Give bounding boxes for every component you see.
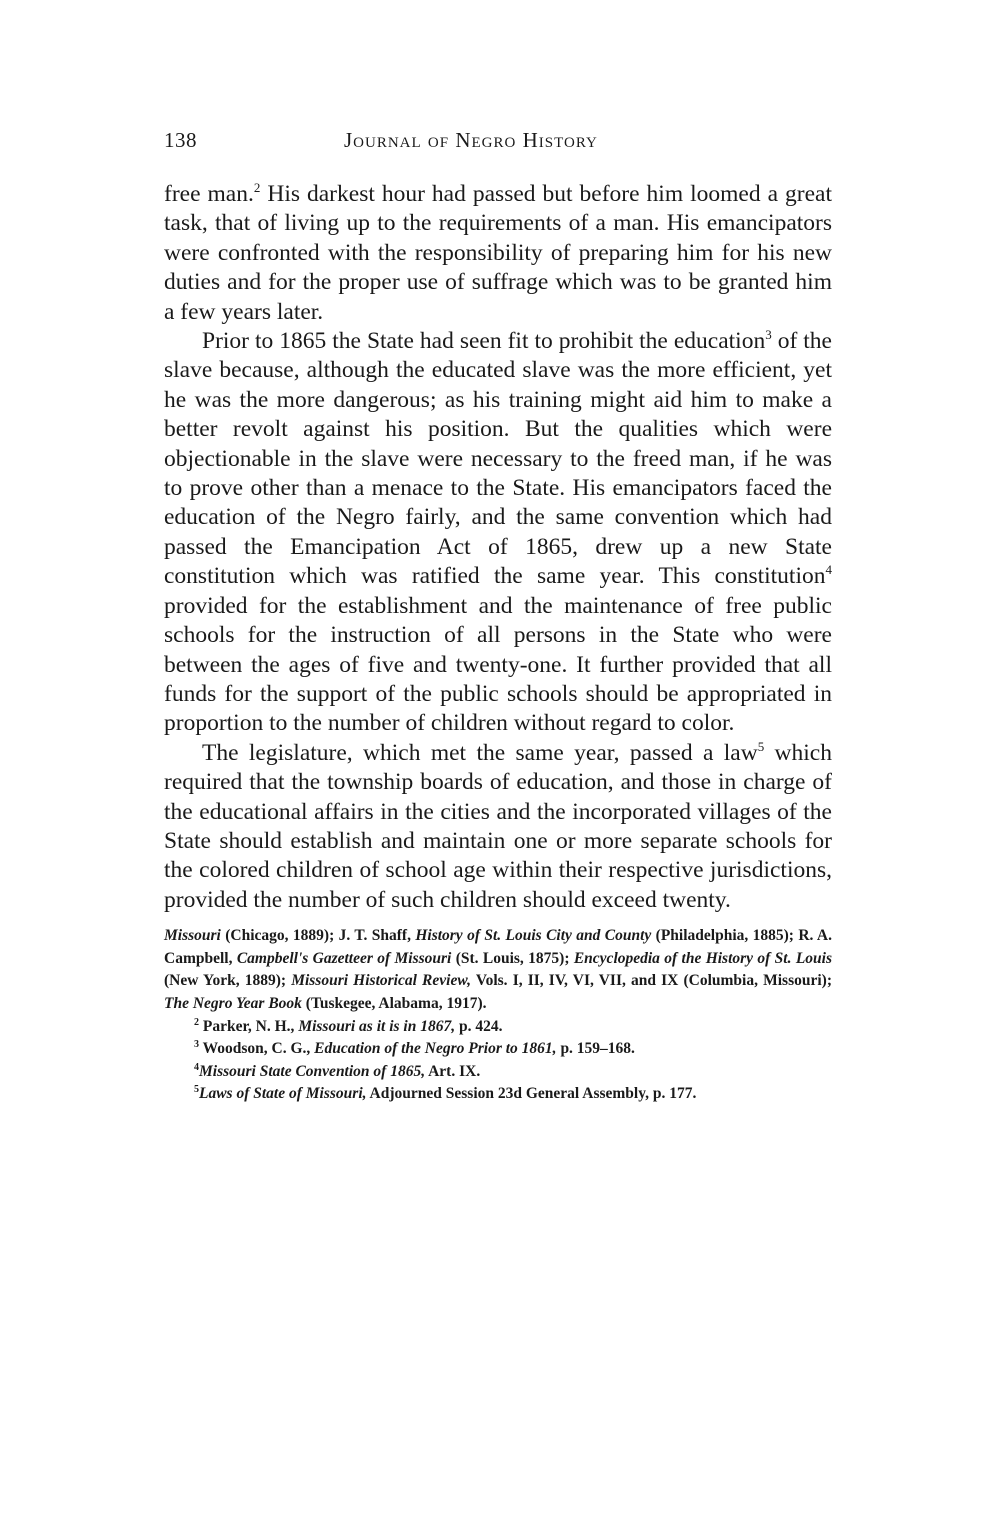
fn-text: (Tuskegee, Alabama, 1917). [301,994,487,1012]
paragraph-2-text-b: of the slave because, although the educated slave was the more efficient, yet he was the more dangerous; as his training might aid him to make a better revolt against his position. But the qualities which were objectionable in the slave were necessary to the freed man, if he was to prove other than a menace to the State. His emancipators faced the education of the Negro fairly, and the same convention which had passed the Emancipation Act of 1865, drew up a new State constitution which was ratified the same year. This constitution [164,328,832,590]
journal-title: Journal of Negro History [344,128,598,152]
fn-text: Parker, N. H., [199,1017,299,1035]
fn-text: p. 424. [455,1017,503,1035]
document-page [164,128,832,1106]
footnote-3 [164,1038,832,1061]
fn-text: Woodson, C. G., [199,1040,315,1058]
fn-title: Laws of State of Missouri, [199,1085,367,1103]
footnote-number: 3 [194,1039,199,1051]
paragraph-1-text-b: His darkest hour had passed but before him loomed a great task, that of living up to the requirements of a man. His emancipators were confronted with the responsibility of preparing him for his new duties and for the proper use of suffrage which was to be granted him a few years later. [164,181,832,325]
fn-title: Missouri as it is in 1867, [298,1017,456,1035]
fn-title: Missouri [164,927,221,945]
footnote-5 [164,1083,832,1106]
paragraph-3-text-a: The legislature, which met the same year, passed a law [202,739,758,766]
footnote-2 [164,1016,832,1039]
footnote-continuation [164,925,832,1015]
footnote-ref-5: 5 [757,738,765,754]
fn-text: (St. Louis, 1875); [451,949,574,967]
running-head [164,128,832,158]
fn-title: The Negro Year Book [164,994,302,1012]
fn-text: (Philadelphia, 1885); R. A. Campbell, [164,927,832,967]
fn-title: Education of the Negro Prior to 1861, [314,1040,557,1058]
fn-title: Missouri State Convention of 1865, [199,1062,426,1080]
paragraph-2-text-a: Prior to 1865 the State had seen fit to prohibit the education [202,328,766,355]
body-text [164,180,832,915]
fn-text: Adjourned Session 23d General Assembly, p. 177. [366,1085,697,1103]
footnote-number: 5 [194,1084,199,1096]
fn-text: Vols. I, II, IV, VI, VII, and IX (Columbia, Missouri); [470,972,832,990]
footnote-number: 4 [194,1061,199,1073]
paragraph-2-text-c: provided for the establishment and the maintenance of free public schools for the instruction of all persons in the State who were between the ages of five and twenty-one. It further provided that all funds for the support of the public schools should be appropriated in proportion to the number of children without regard to color. [164,592,832,737]
footnote-ref-3: 3 [765,327,772,343]
footnote-4 [164,1061,832,1084]
footnote-ref-2: 2 [253,180,261,195]
page-number: 138 [164,128,197,152]
paragraph-2 [164,327,832,739]
fn-title: Campbell's Gazetteer of Missouri [236,949,452,967]
paragraph-1-text-a: free man. [164,181,254,207]
fn-text: (New York, 1889); [164,972,292,990]
footnotes [164,925,832,1106]
fn-title: Encyclopedia of the History of St. Louis [573,949,832,967]
paragraph-3-text-b: which required that the township boards of education, and those in charge of the educational affairs in the cities and the incorporated villages of the State should establish and maintain one or more separate schools for the colored children of school age within their respective jurisdictions, provided the number of such children should exceed twenty. [164,739,832,913]
paragraph-1 [164,180,832,327]
footnote-number: 2 [194,1016,199,1028]
fn-text: Art. IX. [425,1062,481,1080]
fn-title: Missouri Historical Review, [291,972,471,990]
fn-text: p. 159–168. [556,1040,635,1058]
footnote-ref-4: 4 [825,562,832,578]
fn-title: History of St. Louis City and County [415,927,652,945]
fn-text: (Chicago, 1889); J. T. Shaff, [220,927,416,945]
paragraph-3 [164,739,832,915]
